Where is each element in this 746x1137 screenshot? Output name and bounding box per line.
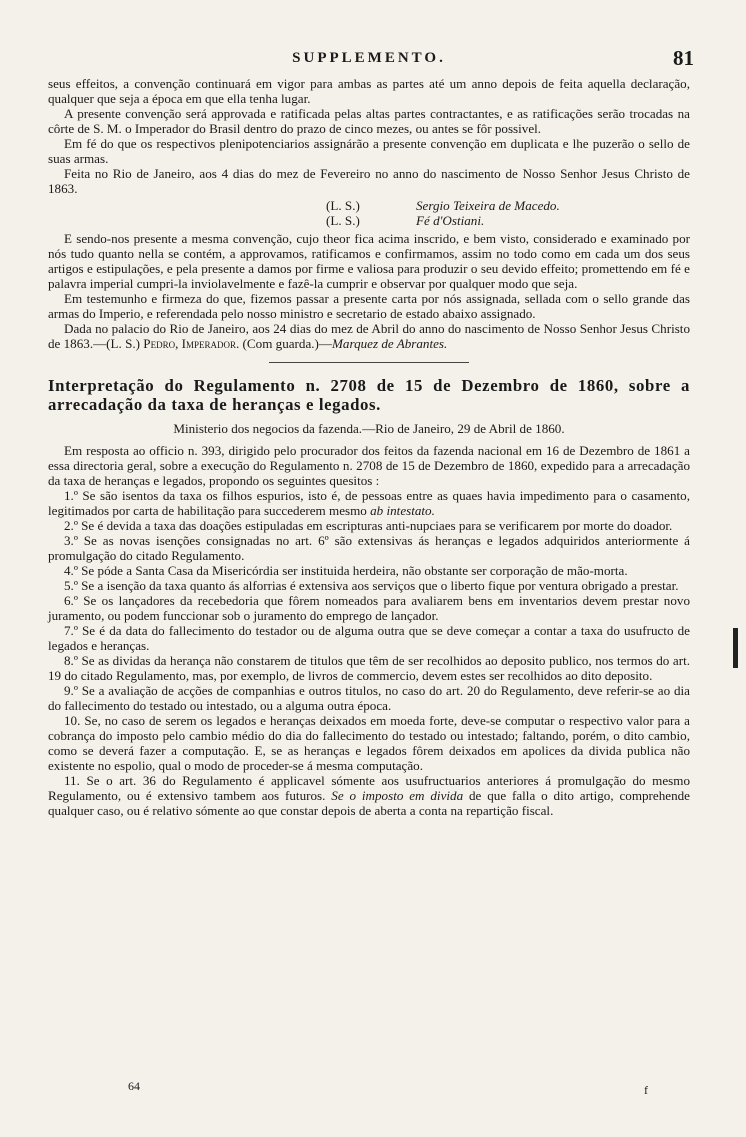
signatory-name: Sergio Teixeira de Macedo. bbox=[416, 198, 560, 213]
running-title: SUPPLEMENTO. bbox=[292, 50, 446, 66]
question-11-italic: Se o imposto em divida bbox=[331, 788, 464, 803]
seal-mark: (L. S.) bbox=[326, 213, 360, 228]
question-4: 4.º Se póde a Santa Casa da Misericórdia ser instituida herdeira, não obstante ser corporação de mão-morta. bbox=[64, 563, 628, 578]
footer-mark: f bbox=[644, 1083, 648, 1097]
page-header bbox=[48, 46, 694, 76]
testimony-paragraph: Em testemunho e firmeza do que, fizemos passar a presente carta por nós assignada, sellada com o sello grande das armas do Imperio, e referendada pelo nosso ministro e secretario de estado abaixo assignado. bbox=[48, 291, 690, 321]
seal-mark: (L. S.) bbox=[326, 198, 360, 213]
dated-paragraph bbox=[48, 321, 690, 351]
margin-ink-mark bbox=[733, 628, 738, 668]
intro-paragraph: Em resposta ao officio n. 393, dirigido pelo procurador dos feitos da fazenda nacional em 16 de Dezembro de 1861 a essa directoria geral, sobre a execução do Regulamento n. 2708 de 15 de Dezembro de 1860, expedido para a arrecadação da taxa de heranças e legados, propondo os seguintes quesitos : bbox=[48, 443, 690, 488]
section-divider bbox=[269, 362, 469, 363]
treaty-paragraph-4: Feita no Rio de Janeiro, aos 4 dias do mez de Fevereiro no anno do nascimento de Nosso Senhor Jesus Christo de 1863. bbox=[48, 166, 690, 196]
treaty-paragraph-3: Em fé do que os respectivos plenipotenciarios assignárão a presente convenção em duplicata e lhe puzerão o sello de suas armas. bbox=[48, 136, 690, 166]
guard-note: (Com guarda.)— bbox=[239, 336, 333, 351]
question-11-text: 11. Se o art. 36 do Regulamento é applicavel sómente aos usufructuarios anteriores á promulgação do mesmo Regulamento, ou é extensivo tambem aos futuros. bbox=[48, 773, 690, 803]
question-2: 2.º Se é devida a taxa das doações estipuladas em escripturas anti-nupciaes para se verificarem por morte do doador. bbox=[64, 518, 673, 533]
minister-signature: Marquez de Abrantes. bbox=[332, 336, 448, 351]
question-8: 8.º Se as dividas da herança não constarem de titulos que têm de ser recolhidos ao deposito publico, nos termos do art. 19 do citado Regulamento, mas, por exemplo, de livros de commercio, devem estes ser recolhidos ao dito deposito. bbox=[48, 653, 690, 683]
section-title: Interpretação do Regulamento n. 2708 de 15 de Dezembro de 1860, sobre a arrecadação da taxa de heranças e legados. bbox=[48, 376, 690, 414]
treaty-paragraph-1: seus effeitos, a convenção continuará em vigor para ambas as partes até um anno depois de feita aquella declaração, qualquer que seja a época em que ella tenha lugar. bbox=[48, 76, 690, 106]
signature-row bbox=[48, 213, 690, 228]
page-number: 81 bbox=[673, 46, 694, 70]
ratification-paragraph: E sendo-nos presente a mesma convenção, cujo theor fica acima inscrido, e bem visto, considerado e examinado por nós tudo quanto nella se contém, a approvamos, ratificamos e confirmamos, assim no todo como em cada um dos seus artigos e estipulações, e pela presente a damos por firme e valiosa para produzir o seu devido effeito; promettendo em fé e palavra imperial cumpri-la inviolavelmente e fazê-la cumprir e observar por qualquer modo que seja. bbox=[48, 231, 690, 291]
question-3: 3.º Se as novas isenções consignadas no art. 6º são extensivas ás heranças e legados adquiridos anteriormente á promulgação do citado Regulamento. bbox=[48, 533, 690, 563]
treaty-paragraph-2: A presente convenção será approvada e ratificada pelas altas partes contractantes, e as ratificações serão trocadas na côrte de S. M. o Imperador do Brasil dentro do prazo de cinco mezes, ou antes se fôr possivel. bbox=[48, 106, 690, 136]
dated-text: Dada no palacio do Rio de Janeiro, aos 24 dias do mez de Abril do anno do nascimento de Nosso Senhor Jesus Christo de 1863.—(L. S.) bbox=[48, 321, 690, 351]
page bbox=[48, 46, 694, 818]
signatory-name: Fé d'Ostiani. bbox=[416, 213, 485, 228]
question-1-text: 1.º Se são isentos da taxa os filhos espurios, isto é, de pessoas entre as quaes havia impedimento para o casamento, legitimados por carta de habilitação para succederem mesmo bbox=[48, 488, 690, 518]
signature-block bbox=[48, 198, 690, 228]
signature-number: 64 bbox=[128, 1079, 140, 1093]
question-11 bbox=[48, 773, 690, 818]
question-9: 9.º Se a avaliação de acções de companhias e outros titulos, no caso do art. 20 do Regulamento, deve referir-se ao dia do fallecimento do testado ou intestado, ou a alguma outra época. bbox=[48, 683, 690, 713]
question-1-italic: ab intestato. bbox=[370, 503, 435, 518]
ministry-dateline: Ministerio dos negocios da fazenda.—Rio de Janeiro, 29 de Abril de 1860. bbox=[173, 421, 565, 436]
question-6: 6.º Se os lançadores da recebedoria que fôrem nomeados para avaliarem bens em inventarios devem prestar novo juramento, ou podem funccionar sob o juramento do emprego de lançador. bbox=[48, 593, 690, 623]
question-7: 7.º Se é da data do fallecimento do testador ou de alguma outra que se deve começar a contar a taxa do usufructo de legados e heranças. bbox=[48, 623, 690, 653]
question-10: 10. Se, no caso de serem os legados e heranças deixados em moeda forte, deve-se computar o respectivo valor para a cobrança do imposto pelo cambio médio do dia do fallecimento do testado ou intestado; faltando, porém, o dito cambio, como se deverá fazer a computação. E, se as heranças e legados fôrem deixados em apolices da divida publica não existente no espolio, qual o modo de proceder-se á mesma computação. bbox=[48, 713, 690, 773]
signature-row bbox=[48, 198, 690, 213]
question-11-rest: de que falla o dito artigo, comprehende qualquer caso, ou é relativo sómente ao que constar depois de aberta a conta na repartição fiscal. bbox=[48, 788, 690, 818]
emperor-signature: Pedro, Imperador. bbox=[143, 336, 240, 351]
question-1 bbox=[48, 488, 690, 518]
question-5: 5.º Se a isenção da taxa quanto ás alforrias é extensiva aos serviços que o liberto fique por ventura obrigado a prestar. bbox=[64, 578, 679, 593]
